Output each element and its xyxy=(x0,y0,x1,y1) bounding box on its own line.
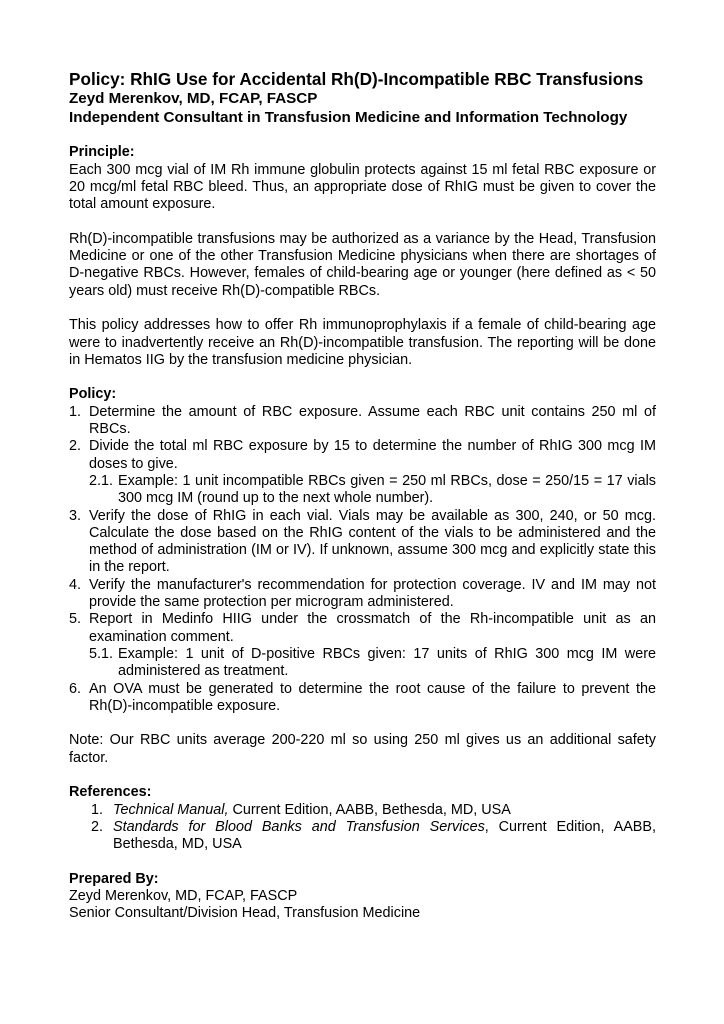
step-text: Verify the manufacturer's recommendation for protection coverage. IV and IM may not provide the same protection per microgram administered. xyxy=(89,576,656,611)
reference-number: 2. xyxy=(91,818,104,835)
policy-step xyxy=(69,577,656,612)
principle-paragraph-1: Each 300 mcg vial of IM Rh immune globulin protects against 15 ml fetal RBC exposure or 20 mcg/ml fetal RBC bleed. Thus, an appropriate dose of RhIG must be given to cover the total amount exposure. xyxy=(69,161,656,213)
preparer-name: Zeyd Merenkov, MD, FCAP, FASCP xyxy=(69,888,298,905)
principle-paragraph-3: This policy addresses how to offer Rh immunoprophylaxis if a female of child-bearing age were to inadvertently receive an Rh(D)-incompatible transfusion. The reporting will be done in Hematos IIG by the transfusion medicine physician. xyxy=(69,317,656,368)
substep-number: 2.1. xyxy=(89,472,114,489)
policy-substep xyxy=(89,646,656,681)
step-number: 4. xyxy=(69,576,82,593)
reference-item xyxy=(69,819,656,854)
reference-title: Technical Manual, xyxy=(113,801,229,818)
step-text: Determine the amount of RBC exposure. Assume each RBC unit contains 250 ml of RBCs. xyxy=(89,403,656,438)
document-title: Policy: RhIG Use for Accidental Rh(D)-Incompatible RBC Transfusions xyxy=(69,69,644,89)
policy-step xyxy=(69,508,656,577)
principle-paragraph-2: Rh(D)-incompatible transfusions may be authorized as a variance by the Head, Transfusion Medicine or one of the other Transfusion Medicine physicians when there are shortages of D-negative RBCs. However, females of child-bearing age or younger (here defined as < 50 years old) must receive Rh(D)-compatible RBCs. xyxy=(69,230,656,299)
policy-step xyxy=(69,438,656,507)
policy-substeps-list xyxy=(89,646,656,681)
policy-step xyxy=(69,681,656,716)
step-number: 1. xyxy=(69,403,82,420)
affiliation-line: Independent Consultant in Transfusion Medicine and Information Technology xyxy=(69,109,628,126)
references-list xyxy=(69,802,656,854)
reference-details: , Current Edition, AABB, Bethesda, MD, USA xyxy=(113,818,656,853)
preparer-role: Senior Consultant/Division Head, Transfusion Medicine xyxy=(69,905,421,922)
policy-heading: Policy: xyxy=(69,386,117,403)
prepared-by-heading: Prepared By: xyxy=(69,870,159,887)
policy-substep xyxy=(89,473,656,508)
policy-step xyxy=(69,611,656,680)
step-text: Report in Medinfo HIIG under the crossmatch of the Rh-incompatible unit as an examination comment. xyxy=(89,611,656,645)
step-text: Divide the total ml RBC exposure by 15 to determine the number of RhIG 300 mcg IM doses to give. xyxy=(89,438,656,472)
step-number: 3. xyxy=(69,507,82,524)
note-paragraph: Note: Our RBC units average 200-220 ml so using 250 ml gives us an additional safety factor. xyxy=(69,732,656,766)
policy-steps-list xyxy=(69,404,656,715)
policy-step xyxy=(69,404,656,439)
reference-title: Standards for Blood Banks and Transfusion Services xyxy=(113,818,485,835)
step-number: 6. xyxy=(69,680,82,697)
principle-heading: Principle: xyxy=(69,144,135,161)
policy-document xyxy=(69,70,656,923)
step-number: 2. xyxy=(69,438,82,455)
policy-substeps-list xyxy=(89,473,656,508)
reference-details: Current Edition, AABB, Bethesda, MD, USA xyxy=(228,801,511,818)
substep-text: Example: 1 unit of D-positive RBCs given: 17 units of RhIG 300 mcg IM were administered as treatment. xyxy=(118,645,656,680)
substep-text: Example: 1 unit incompatible RBCs given = 250 ml RBCs, dose = 250/15 = 17 vials 300 mcg IM (round up to the next whole number). xyxy=(118,472,656,507)
author-line: Zeyd Merenkov, MD, FCAP, FASCP xyxy=(69,90,318,107)
step-text: Verify the dose of RhIG in each vial. Vials may be available as 300, 240, or 50 mcg. Calculate the dose based on the RhIG content of the vials to be administered and the method of administration (IM or IV). If unknown, assume 300 mcg and explicitly state this in the report. xyxy=(89,507,656,576)
references-heading: References: xyxy=(69,784,152,801)
step-number: 5. xyxy=(69,611,82,628)
reference-item xyxy=(69,802,656,819)
substep-number: 5.1. xyxy=(89,645,114,662)
step-text: An OVA must be generated to determine the root cause of the failure to prevent the Rh(D)-incompatible exposure. xyxy=(89,680,656,714)
reference-number: 1. xyxy=(91,801,104,818)
